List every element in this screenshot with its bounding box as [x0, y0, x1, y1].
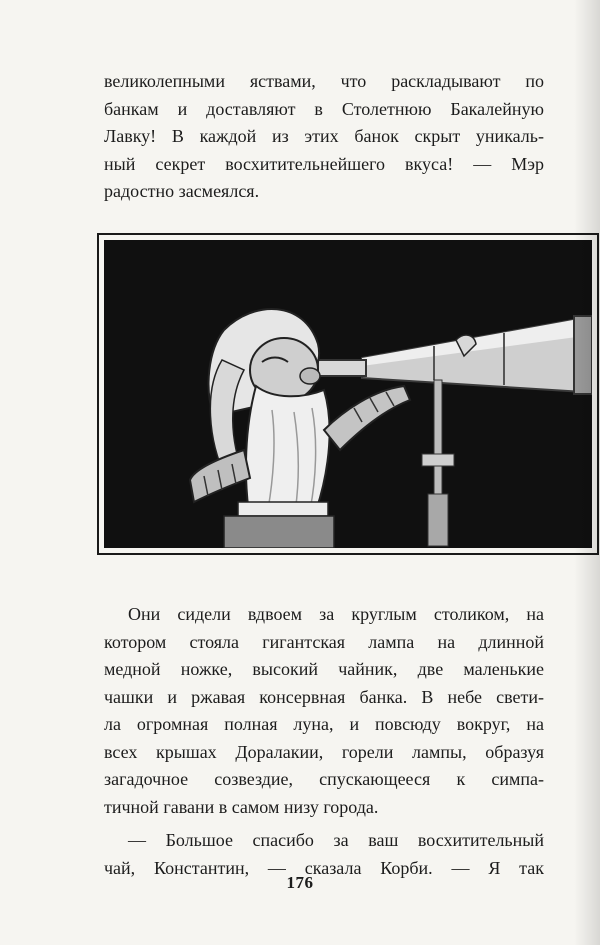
- text-line: радостно засмеялся.: [104, 181, 260, 201]
- paragraph-main: [104, 601, 544, 882]
- text-line: ла огромная полная луна, и повсюду вокруг, на: [104, 714, 544, 734]
- text-line: всех крышах Доралакии, горели лампы, образуя: [104, 741, 544, 762]
- page-number: 176: [286, 873, 314, 892]
- dialogue-line: чай, Константин, — сказала Корби. — Я так: [104, 857, 544, 878]
- text-line: котором стояла гигантская лампа на длинной: [104, 631, 544, 652]
- illustration-image: [104, 240, 592, 548]
- dialogue-line: — Большое спасибо за ваш восхитительный: [128, 830, 544, 850]
- paragraph-top: [104, 68, 544, 206]
- text-line: ный секрет восхитительнейшего вкуса! — Мэр: [104, 153, 544, 174]
- illustration-gnome-telescope: [97, 233, 599, 555]
- text-line: Лавку! В каждой из этих банок скрыт уникаль-: [104, 126, 544, 146]
- page-edge-shadow: [574, 0, 600, 945]
- text-line: чашки и ржавая консервная банка. В небе свети-: [104, 686, 544, 707]
- text-line: Они сидели вдвоем за круглым столиком, на: [128, 604, 544, 624]
- text-line: банкам и доставляют в Столетнюю Бакалейную: [104, 98, 544, 119]
- text-line: великолепными яствами, что раскладывают по: [104, 71, 544, 91]
- text-line: медной ножке, высокий чайник, две маленькие: [104, 659, 544, 679]
- text-line: тичной гавани в самом низу города.: [104, 796, 379, 817]
- text-line: загадочное созвездие, спускающееся к симпа-: [104, 769, 544, 789]
